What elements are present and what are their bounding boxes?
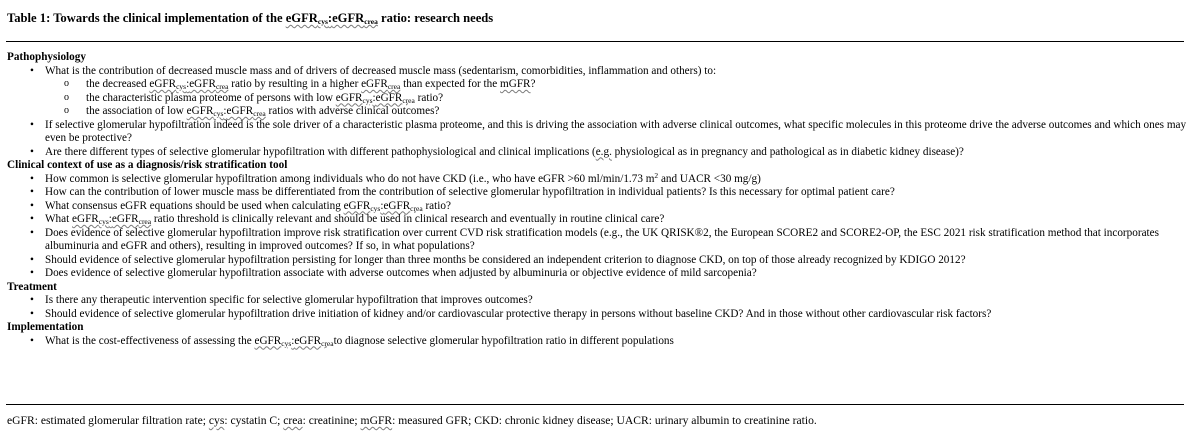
table-footnote: eGFR: estimated glomerular filtration rate; cys: cystatin C; crea: creatinine; mGFR: measured GFR; CKD: chronic kidney disease; UACR: urinary albumin to creatinine ratio.: [7, 414, 817, 427]
list-item: • Should evidence of selective glomerular hypofiltration drive initiation of kidney and/or cardiovascular protective therapy in persons without baseline CKD? And in those without other cardiovascular risk factors?: [7, 308, 1187, 322]
list-item: • Does evidence of selective glomerular hypofiltration associate with adverse outcomes when adjusted by albuminuria or objective evidence of mild sarcopenia?: [7, 267, 1187, 281]
list-subitem: o the association of low eGFR$_{cys}$:eGFR$_{crea}$ ratios with adverse clinical outcomes?: [7, 105, 1187, 119]
clinical-context-list: [7, 170, 1187, 281]
list-item: • What consensus eGFR equations should be used when calculating eGFR$_{cys}$:eGFR$_{crea}$ ratio?: [7, 200, 1187, 214]
table-title: Table 1: Towards the clinical implementation of the eGFR$_{cys}$:eGFR$_{crea}$ ratio: research needs: [7, 11, 494, 26]
top-rule: [6, 41, 1184, 42]
section-heading-pathophysiology: Pathophysiology: [7, 51, 86, 63]
bottom-rule: [6, 404, 1184, 405]
pathophysiology-list: [7, 65, 1187, 160]
list-subitem: o the characteristic plasma proteome of persons with low eGFR$_{cys}$:eGFR$_{crea}$ ratio?: [7, 92, 1187, 106]
list-item: • Does evidence of selective glomerular hypofiltration improve risk stratification over current CVD risk stratification models (e.g., the UK QRISK®2, the European SCORE2 and SCORE2-OP, the ESC 2021 risk stratification method that incorporates albuminuria and eGFR and others), resulting in improved outcomes? If so, in what populations?: [7, 227, 1187, 254]
implementation-list: [7, 335, 1187, 349]
list-item: • How can the contribution of lower muscle mass be differentiated from the contribution of selective glomerular hypofiltration in individual patients? Is this necessary for optimal patient care?: [7, 186, 1187, 200]
list-item: • If selective glomerular hypofiltration indeed is the sole driver of a characteristic plasma proteome, and this is driving the association with adverse clinical outcomes, what specific molecules in this proteome drive the adverse outcomes and which ones may even be protective?: [7, 119, 1187, 146]
list-item: • Is there any therapeutic intervention specific for selective glomerular hypofiltration that improves outcomes?: [7, 294, 1187, 308]
section-heading-clinical-context: Clinical context of use as a diagnosis/risk stratification tool: [7, 159, 288, 171]
table-content: [7, 51, 1187, 348]
title-ratio: eGFR$_{cys}$:eGFR$_{crea}$: [285, 11, 378, 26]
section-heading-treatment: Treatment: [7, 280, 57, 293]
list-item: • Should evidence of selective glomerular hypofiltration persisting for longer than three months be considered an independent criterion to diagnose CKD, on top of those already recognized by KDIGO 2012?: [7, 254, 1187, 268]
section-heading-implementation: Implementation: [7, 321, 84, 333]
list-item: • What eGFR$_{cys}$:eGFR$_{crea}$ ratio threshold is clinically relevant and should be used in clinical research and eventually in routine clinical care?: [7, 213, 1187, 227]
list-subitem: o the decreased eGFR$_{cys}$:eGFR$_{crea}$ ratio by resulting in a higher eGFR$_{crea}$ than expected for the mGFR?: [7, 78, 1187, 92]
list-item: • Are there different types of selective glomerular hypofiltration with different pathophysiological and clinical implications (e.g. physiological as in pregnancy and pathological as in diabetic kidney disease)?: [7, 146, 1187, 160]
list-item: • What is the contribution of decreased muscle mass and of drivers of decreased muscle mass (sedentarism, comorbidities, inflammation and others) to:: [7, 65, 1187, 79]
list-item: • How common is selective glomerular hypofiltration among individuals who do not have CKD (i.e., who have eGFR >60 ml/min/1.73 $m^2$ and UACR <30 mg/g): [7, 173, 1187, 187]
treatment-list: [7, 294, 1187, 321]
list-item: • What is the cost-effectiveness of assessing the eGFR$_{cys}$:eGFR$_{crea}$to diagnose selective glomerular hypofiltration ratio in different populations: [7, 335, 1187, 349]
